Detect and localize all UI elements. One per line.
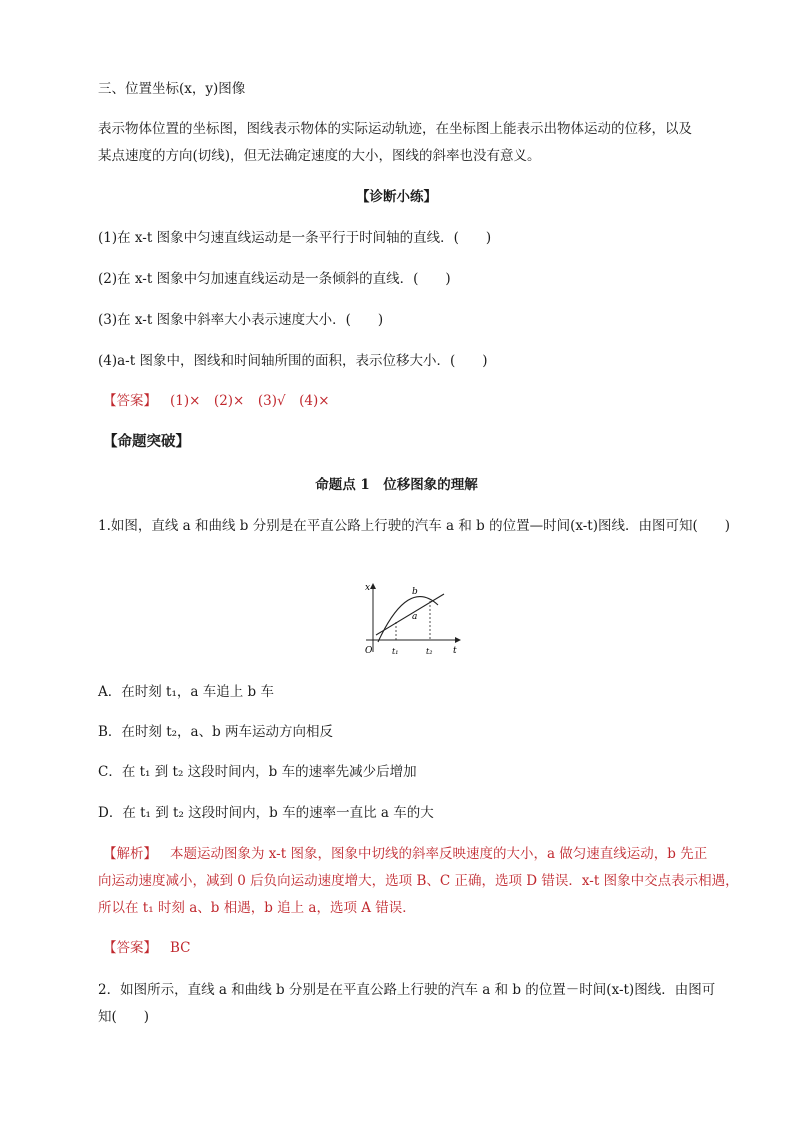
x-axis-label: t bbox=[453, 646, 457, 656]
curve-b-label: b bbox=[412, 587, 418, 597]
practice-title: 【诊断小练】 bbox=[356, 189, 437, 205]
section-title: 【命题突破】 bbox=[103, 433, 190, 450]
option-d: D．在 t₁ 到 t₂ 这段时间内，b 车的速率一直比 a 车的大 bbox=[98, 805, 434, 821]
option-c: C．在 t₁ 到 t₂ 这段时间内，b 车的速率先减少后增加 bbox=[98, 764, 417, 780]
question-stem: 知( ) bbox=[98, 1009, 150, 1025]
option-b: B．在时刻 t₂，a、b 两车运动方向相反 bbox=[98, 724, 334, 740]
paragraph-line: 表示物体位置的坐标图，图线表示物体的实际运动轨迹，在坐标图上能表示出物体运动的位移，以及 bbox=[98, 121, 692, 137]
practice-item: (3)在 x-t 图象中斜率大小表示速度大小．( ) bbox=[98, 312, 384, 328]
answer-text: (1)× (2)× (3)√ (4)× bbox=[170, 393, 330, 409]
subsection-title: 命题点 1 位移图象的理解 bbox=[315, 477, 478, 493]
answer-text: BC bbox=[170, 940, 191, 956]
practice-item: (4)a-t 图象中，图线和时间轴所围的面积，表示位移大小．( ) bbox=[98, 353, 488, 369]
analysis-line: 本题运动图象为 x-t 图象，图象中切线的斜率反映速度的大小，a 做匀速直线运动，b 先正 bbox=[170, 846, 708, 862]
analysis-label: 【解析】 bbox=[103, 846, 157, 862]
section-heading: 三、位置坐标(x，y)图像 bbox=[98, 81, 246, 97]
y-axis-label: x bbox=[365, 583, 371, 593]
question-stem: 2．如图所示，直线 a 和曲线 b 分别是在平直公路上行驶的汽车 a 和 b 的位置－时间(x-t)图线．由图可 bbox=[98, 982, 716, 998]
t2-label: t₂ bbox=[426, 647, 433, 656]
paragraph-line: 某点速度的方向(切线)，但无法确定速度的大小，图线的斜率也没有意义。 bbox=[98, 148, 541, 164]
analysis-line: 向运动速度减小，减到 0 后负向运动速度增大，选项 B、C 正确，选项 D 错误．x-t 图象中交点表示相遇， bbox=[98, 873, 739, 889]
question-stem: 1.如图，直线 a 和曲线 b 分别是在平直公路上行驶的汽车 a 和 b 的位置—时间(x-t)图线．由图可知( ) bbox=[98, 518, 731, 534]
analysis-line: 所以在 t₁ 时刻 a、b 相遇，b 追上 a，选项 A 错误． bbox=[98, 900, 416, 916]
line-a-label: a bbox=[412, 612, 418, 622]
line-a bbox=[376, 594, 444, 635]
answer-label: 【答案】 bbox=[103, 940, 157, 956]
practice-item: (1)在 x-t 图象中匀速直线运动是一条平行于时间轴的直线．( ) bbox=[98, 230, 492, 246]
t1-label: t₁ bbox=[392, 647, 399, 656]
origin-label: O bbox=[365, 646, 373, 656]
option-a: A．在时刻 t₁，a 车追上 b 车 bbox=[98, 684, 274, 700]
xt-graph-figure bbox=[356, 580, 466, 662]
answer-label: 【答案】 bbox=[103, 393, 157, 409]
practice-item: (2)在 x-t 图象中匀加速直线运动是一条倾斜的直线．( ) bbox=[98, 271, 451, 287]
